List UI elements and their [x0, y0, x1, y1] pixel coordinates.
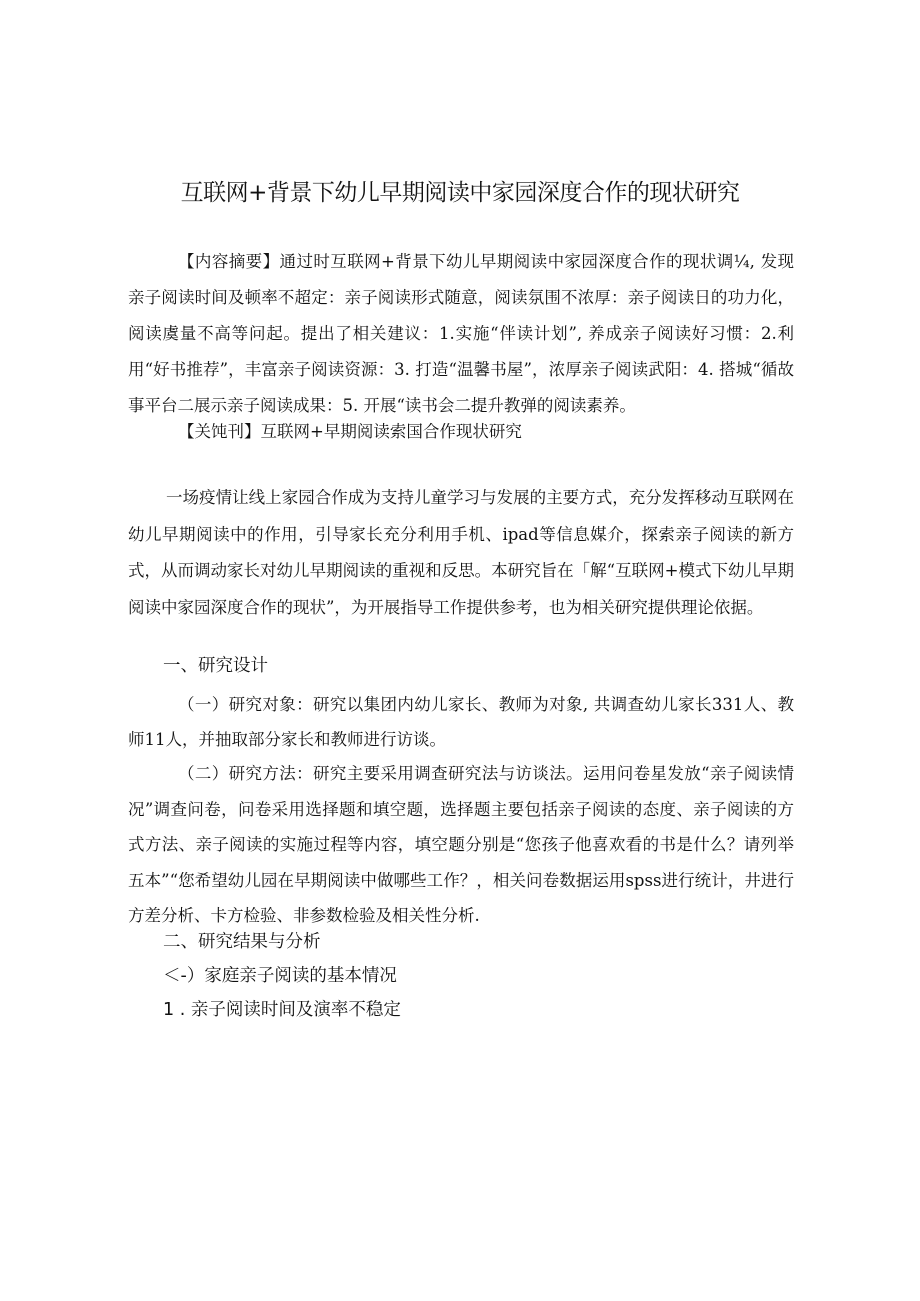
keywords-text: 互联网+早期阅读索国合作现状研究 [260, 422, 522, 441]
abstract-text: 通过时互联网+背景下幼儿早期阅读中家园深度合作的现状调¼, 发现亲子阅读时间及顿率不超定：亲子阅读形式随意，阅读氛围不浓厚：亲子阅读日的功力化，阅读虞量不高等问起。提出了相关建议：1.实施“伴读计划”, 养成亲子阅读好习惯：2.利用“好书推荐”，丰富亲子阅读资源：3. 打造“温馨书屋”，浓厚亲子阅读武阳：4. 搭城“循故事平台二展示亲子阅读成果：5. 开展“读书会二提升教弹的阅读素养。 [128, 252, 795, 415]
research-methods-paragraph: （二）研究方法：研究主要采用调查研究法与访谈法。运用问卷星发放“亲子阅读情况”调查问卷，问卷采用选择题和填空题，选择题主要包括亲子阅读的态度、亲子阅读的方式方法、亲子阅读的实施过程等内容，填空题分别是“您孩子他喜欢看的书是什么？请列举五本”“您希望幼儿园在早期阅读中做哪些工作？，相关问卷数据运用spss进行统计，井进行方差分析、卡方检验、非参数检验及相关性分析. [128, 764, 794, 925]
keywords-label: 【关饨刊】 [178, 422, 261, 441]
intro-paragraph: 一场疫情让线上家园合作成为支持儿童学习与发展的主要方式，充分发挥移动互联网在幼儿早期阅读中的作用，引导家长充分利用手机、ipad等信息媒介，探索亲子阅读的新方式，从而调动家长对幼儿早期阅读的重视和反思。本研究旨在「解“互联网+模式下幼儿早期阅读中家园深度合作的现状”，为开展指导工作提供参考，也为相关研究提供理论依据。 [128, 488, 794, 617]
abstract-paragraph [128, 244, 794, 424]
subsection-heading-family-reading: ＜-）家庭亲子阅读的基本情况 [163, 966, 397, 986]
keywords-paragraph [128, 414, 794, 450]
research-subjects-paragraph: （一）研究对象：研究以集团内幼儿家长、教师为对象, 共调查幼儿家长331人、教师11人，并抽取部分家长和教师进行访谈。 [128, 695, 794, 749]
subsection-heading-reading-time: 1 . 亲子阅读时间及演率不稳定 [163, 1000, 401, 1020]
abstract-label: 【内容摘要】 [178, 252, 280, 271]
document-title: 互联网+背景下幼儿早期阅读中家园深度合作的现状研究 [180, 180, 740, 206]
section-heading-results: 二、研究结果与分析 [163, 932, 321, 952]
section-heading-design: 一、研究设计 [163, 656, 268, 676]
